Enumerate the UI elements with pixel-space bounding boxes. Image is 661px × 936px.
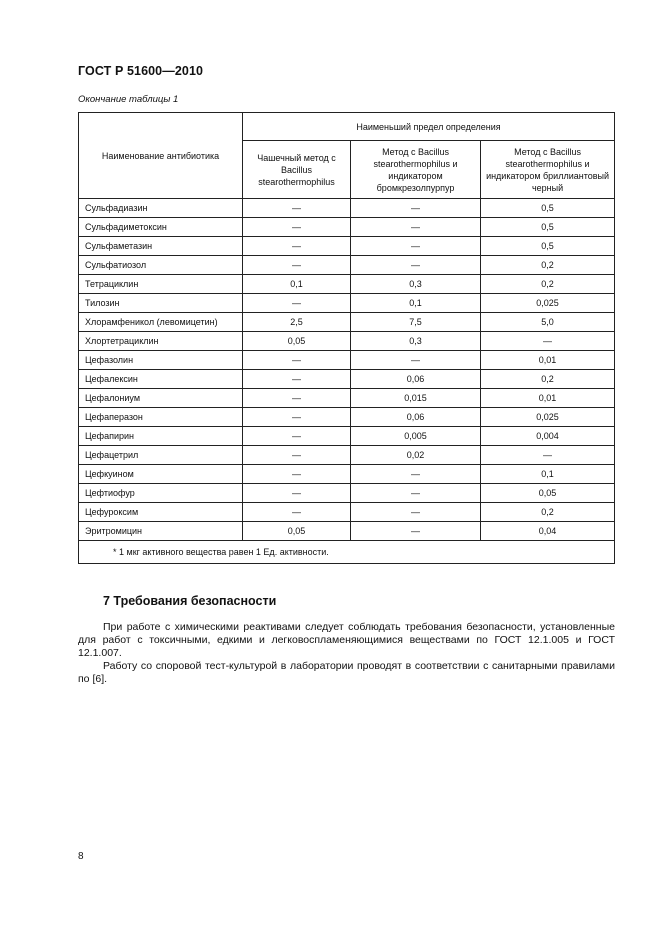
detection-limit-cell: —	[243, 256, 351, 275]
section-paragraph: Работу со споровой тест-культурой в лаборатории проводят в соответствии с санитарными правилами по [6].	[78, 660, 615, 685]
table-row	[79, 351, 615, 370]
detection-limit-cell: —	[350, 522, 480, 541]
detection-limit-cell: 0,1	[481, 465, 615, 484]
detection-limit-cell: —	[243, 484, 351, 503]
table-row	[79, 503, 615, 522]
column-header-cup-method: Чашечный метод с Bacillus stearothermophilus	[243, 141, 351, 199]
detection-limit-cell: 0,05	[243, 522, 351, 541]
detection-limit-cell: —	[350, 465, 480, 484]
table-row	[79, 275, 615, 294]
table-row	[79, 370, 615, 389]
table-footnote: * 1 мкг активного вещества равен 1 Ед. активности.	[79, 541, 615, 564]
detection-limit-cell: 0,5	[481, 218, 615, 237]
table-body	[79, 199, 615, 541]
antibiotic-detection-table	[78, 112, 615, 564]
detection-limit-cell: 0,01	[481, 351, 615, 370]
detection-limit-cell: 0,1	[243, 275, 351, 294]
detection-limit-cell: 0,06	[350, 370, 480, 389]
antibiotic-name-cell: Сульфадиметоксин	[79, 218, 243, 237]
detection-limit-cell: 0,2	[481, 275, 615, 294]
detection-limit-cell: 0,02	[350, 446, 480, 465]
detection-limit-cell: 0,5	[481, 237, 615, 256]
detection-limit-cell: 0,06	[350, 408, 480, 427]
antibiotic-name-cell: Цефапирин	[79, 427, 243, 446]
antibiotic-name-cell: Сульфаметазин	[79, 237, 243, 256]
detection-limit-cell: 0,1	[350, 294, 480, 313]
document-header: ГОСТ Р 51600—2010	[78, 64, 204, 78]
detection-limit-cell: 0,05	[243, 332, 351, 351]
antibiotic-name-cell: Цефазолин	[79, 351, 243, 370]
detection-limit-cell: —	[243, 351, 351, 370]
detection-limit-cell: 7,5	[350, 313, 480, 332]
detection-limit-cell: —	[350, 199, 480, 218]
detection-limit-cell: 0,05	[481, 484, 615, 503]
detection-limit-cell: 0,2	[481, 370, 615, 389]
column-header-antibiotic-name: Наименование антибиотика	[79, 113, 243, 199]
antibiotic-name-cell: Цефаперазон	[79, 408, 243, 427]
table-row	[79, 256, 615, 275]
detection-limit-cell: —	[481, 446, 615, 465]
antibiotic-name-cell: Хлортетрациклин	[79, 332, 243, 351]
table-caption: Окончание таблицы 1	[78, 94, 179, 105]
table-row	[79, 294, 615, 313]
table-row	[79, 465, 615, 484]
detection-limit-cell: —	[350, 351, 480, 370]
detection-limit-cell: —	[243, 389, 351, 408]
detection-limit-cell: —	[243, 237, 351, 256]
detection-limit-cell: —	[243, 199, 351, 218]
table-row	[79, 408, 615, 427]
antibiotic-name-cell: Тетрациклин	[79, 275, 243, 294]
detection-limit-cell: 0,015	[350, 389, 480, 408]
table-row	[79, 199, 615, 218]
detection-limit-cell: 2,5	[243, 313, 351, 332]
detection-limit-cell: —	[243, 427, 351, 446]
table-row	[79, 313, 615, 332]
detection-limit-cell: 0,2	[481, 256, 615, 275]
detection-limit-cell: 0,025	[481, 294, 615, 313]
table-row	[79, 446, 615, 465]
table-row	[79, 484, 615, 503]
antibiotic-name-cell: Хлорамфеникол (левомицетин)	[79, 313, 243, 332]
section-title: 7 Требования безопасности	[103, 594, 277, 608]
detection-limit-cell: 0,004	[481, 427, 615, 446]
table-row	[79, 237, 615, 256]
section-paragraph: При работе с химическими реактивами следует соблюдать требования безопасности, установленные для работ с токсичными, едкими и легковоспламеняющимися веществами по ГОСТ 12.1.005 и ГОСТ 12.1.007.	[78, 621, 615, 659]
table-row	[79, 522, 615, 541]
page-number: 8	[78, 851, 84, 862]
antibiotic-name-cell: Цефацетрил	[79, 446, 243, 465]
antibiotic-name-cell: Эритромицин	[79, 522, 243, 541]
detection-limit-cell: —	[350, 484, 480, 503]
detection-limit-cell: —	[481, 332, 615, 351]
detection-limit-cell: —	[243, 218, 351, 237]
antibiotic-name-cell: Сульфатиозол	[79, 256, 243, 275]
detection-limit-cell: —	[350, 503, 480, 522]
table-row	[79, 332, 615, 351]
detection-limit-cell: 0,3	[350, 275, 480, 294]
table-row	[79, 389, 615, 408]
table-row	[79, 427, 615, 446]
detection-limit-cell: —	[243, 294, 351, 313]
detection-limit-cell: 5,0	[481, 313, 615, 332]
column-header-bromcresol-method: Метод с Bacillus stearothermophilus и индикатором бромкрезолпурпур	[350, 141, 480, 199]
detection-limit-cell: —	[243, 446, 351, 465]
detection-limit-cell: —	[243, 465, 351, 484]
detection-limit-cell: —	[243, 370, 351, 389]
antibiotic-name-cell: Цефуроксим	[79, 503, 243, 522]
detection-limit-cell: —	[350, 256, 480, 275]
detection-limit-cell: 0,5	[481, 199, 615, 218]
column-header-detection-limit: Наименьший предел определения	[243, 113, 615, 141]
detection-limit-cell: 0,2	[481, 503, 615, 522]
detection-limit-cell: 0,3	[350, 332, 480, 351]
antibiotic-name-cell: Цефкуином	[79, 465, 243, 484]
detection-limit-cell: —	[243, 408, 351, 427]
antibiotic-name-cell: Тилозин	[79, 294, 243, 313]
detection-limit-cell: 0,01	[481, 389, 615, 408]
detection-limit-cell: 0,025	[481, 408, 615, 427]
antibiotic-name-cell: Сульфадиазин	[79, 199, 243, 218]
antibiotic-name-cell: Цефалониум	[79, 389, 243, 408]
detection-limit-cell: —	[350, 218, 480, 237]
detection-limit-cell: 0,04	[481, 522, 615, 541]
column-header-brilliant-black-method: Метод с Bacillus stearothermophilus и индикатором бриллиантовый черный	[481, 141, 615, 199]
antibiotic-name-cell: Цефтиофур	[79, 484, 243, 503]
table-row	[79, 218, 615, 237]
detection-limit-cell: —	[243, 503, 351, 522]
detection-limit-cell: —	[350, 237, 480, 256]
antibiotic-name-cell: Цефалексин	[79, 370, 243, 389]
detection-limit-cell: 0,005	[350, 427, 480, 446]
